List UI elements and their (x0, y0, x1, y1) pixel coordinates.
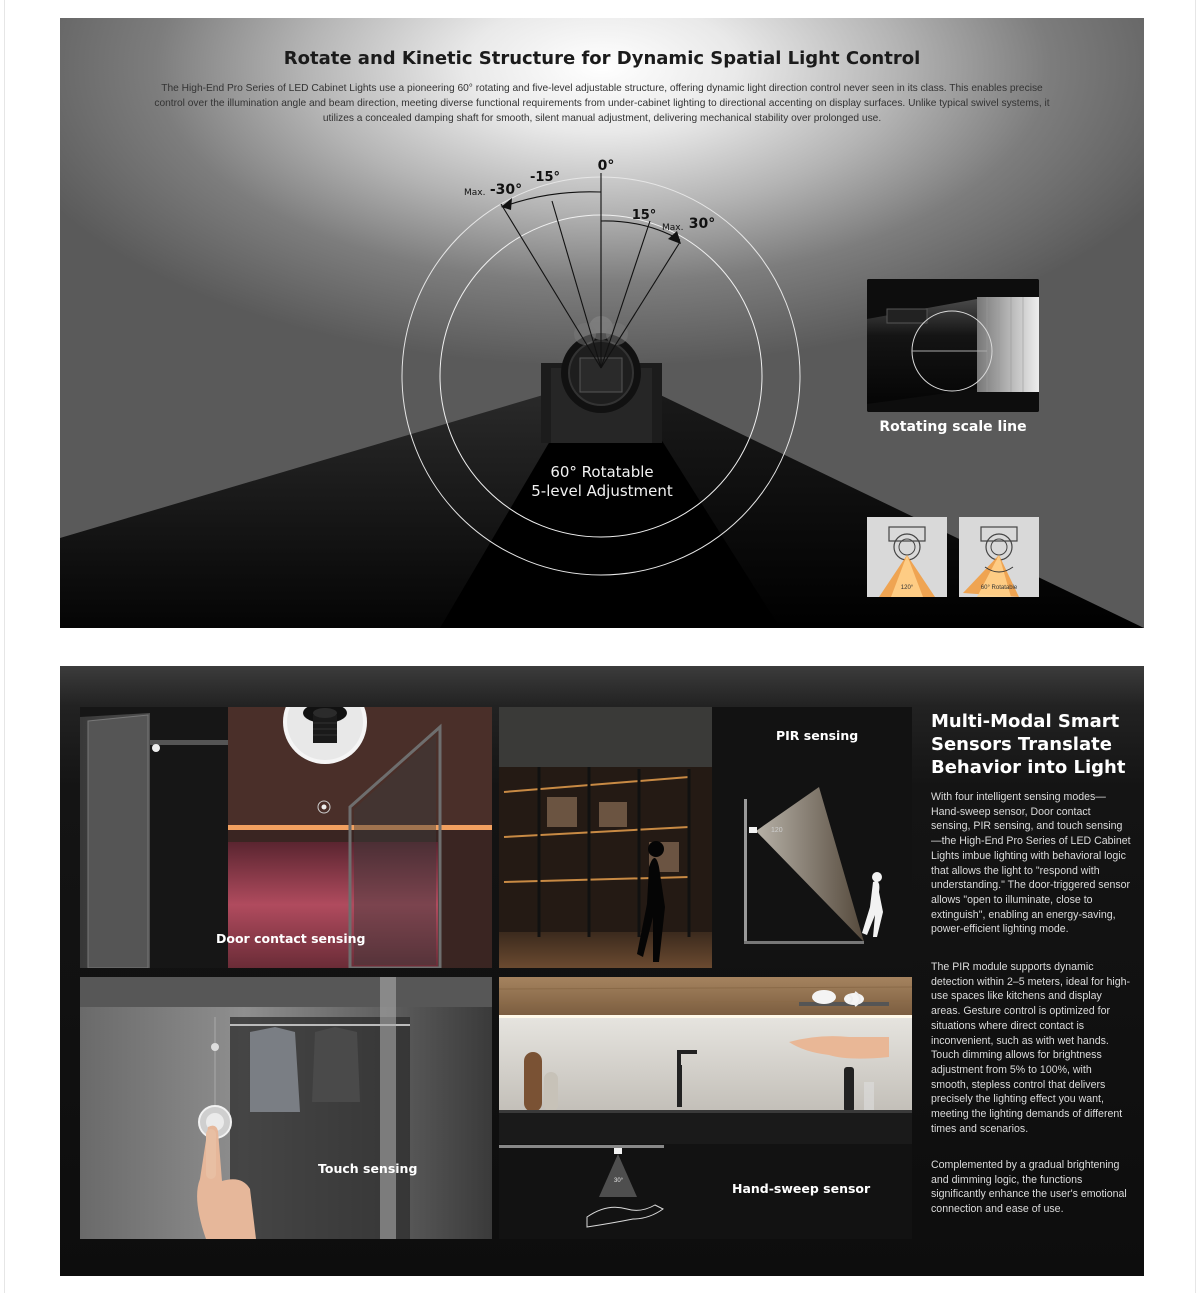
door-contact-image (80, 707, 492, 968)
angle-minus15-label: -15° (530, 170, 560, 185)
pir-label: PIR sensing (776, 728, 859, 743)
angle-plus15-label: 15° (631, 208, 657, 223)
door-contact-label: Door contact sensing (216, 931, 366, 946)
beam-rotatable-thumbnail (959, 517, 1039, 597)
ring-caption-line2: 5-level Adjustment (531, 482, 673, 500)
rotation-description: The High-End Pro Series of LED Cabinet Lights use a pioneering 60° rotating and five-level adjustable structure, offering dynamic light direction control never seen in its class. This enables precise control over the illumination angle and beam direction, meeting diverse functional requirements from under-cabinet lighting to directional accenting on display surfaces. Unlike typical swivel systems, it utilizes a concealed damping shaft for smooth, silent manual adjustment, delivering mechanical stability over prolonged use. (154, 83, 1050, 124)
max-right-label: Max. (662, 223, 684, 233)
arrow-left-icon (501, 198, 512, 210)
sensor-paragraph-3: Complemented by a gradual brightening and dimming logic, the functions significantly enhance the user's emotional connection and ease of use. (931, 1159, 1127, 1216)
rotating-scale-image (867, 279, 1039, 412)
sensor-title: Multi-Modal Smart Sensors Translate Behavior into Light (931, 711, 1126, 778)
angle-plus30-label: 30° (688, 216, 716, 232)
pir-angle-label: 120 (771, 827, 783, 834)
touch-label: Touch sensing (318, 1161, 418, 1176)
ring-caption-line1: 60° Rotatable (550, 463, 654, 481)
hand-sweep-label: Hand-sweep sensor (732, 1181, 871, 1196)
sensor-paragraph-1: With four intelligent sensing modes—Hand-sweep sensor, Door contact sensing, PIR sensing, and touch sensing—the High-End Pro Series of LED Cabinet Lights imbue lighting with behavioral logic that allows the light to "respond with understanding." The door-triggered sensor allows "open to illuminate, close to extinguish", enabling an energy-saving, power-efficient lighting mode. (931, 791, 1131, 936)
rotation-title: Rotate and Kinetic Structure for Dynamic Spatial Light Control (283, 48, 921, 69)
max-left-label: Max. (464, 188, 486, 198)
sensor-panel (60, 666, 1144, 1276)
sweep-angle-label: 30° (614, 1178, 624, 1184)
hand-sweep-image (499, 977, 912, 1239)
beam-rotatable-label: 60° Rotatable (980, 585, 1018, 591)
angle-minus30-label: -30° (489, 182, 523, 198)
touch-image (80, 977, 492, 1239)
rotation-panel (60, 18, 1144, 628)
pir-image (499, 707, 912, 968)
ring-caption (460, 463, 744, 501)
beam-120-label: 120° (900, 585, 914, 591)
sensor-paragraph-2: The PIR module supports dynamic detection within 2–5 meters, ideal for high-use spaces like kitchens and display areas. Gesture control is optimized for situations where direct contact is inconvenient, such as with wet hands. Touch dimming allows for brightness adjustment from 5% to 100%, with smooth, stepless control that delivers precisely the lighting effect you want, meeting the lighting demands of different times and scenarios. (931, 961, 1131, 1135)
scale-caption: Rotating scale line (879, 419, 1027, 435)
angle-0-label: 0° (597, 158, 615, 174)
beam-120-thumbnail (867, 517, 947, 597)
